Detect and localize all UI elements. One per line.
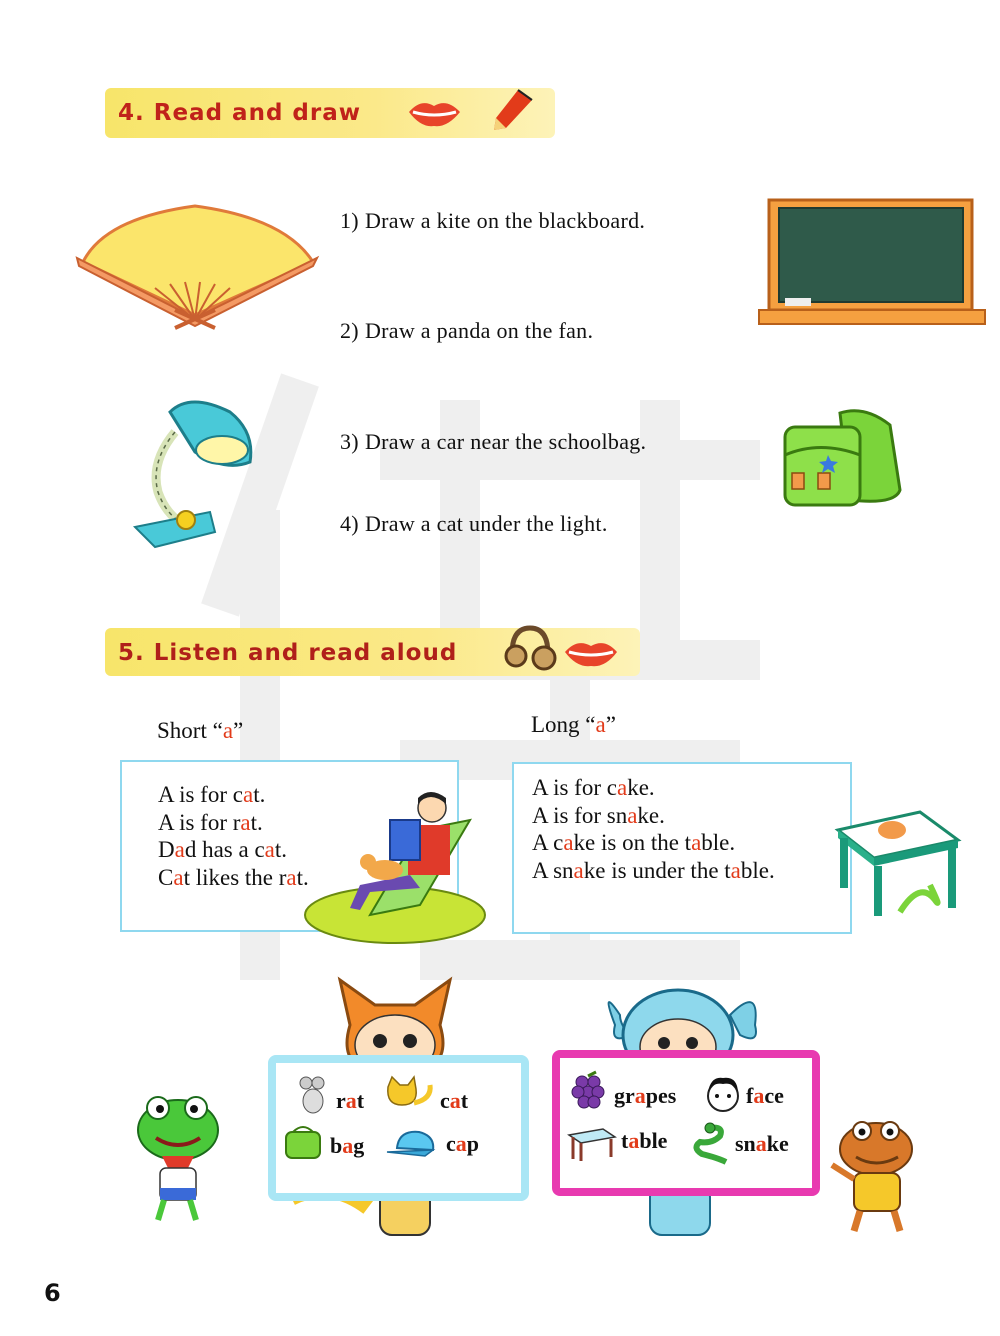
highlighted-letter: a xyxy=(345,1088,357,1113)
text-segment: A is for r xyxy=(158,809,241,835)
sentence-line xyxy=(158,781,309,809)
pencil-icon xyxy=(488,86,538,132)
blackboard-image xyxy=(757,198,987,328)
text-segment: ble xyxy=(639,1128,668,1153)
highlighted-letter: a xyxy=(616,775,628,800)
text-segment: ke is under the t xyxy=(583,857,731,883)
highlighted-letter: a xyxy=(730,857,741,883)
short-a-sentences xyxy=(158,781,309,891)
text-segment: ce xyxy=(764,1083,784,1108)
toad-image xyxy=(818,1115,938,1235)
highlighted-letter: a xyxy=(573,857,584,883)
text-segment: D xyxy=(158,837,175,862)
word-bag xyxy=(330,1133,364,1159)
word-cat xyxy=(440,1088,468,1114)
sentence-line xyxy=(158,836,309,864)
text-segment: sn xyxy=(735,1131,756,1156)
lips-icon xyxy=(563,636,619,670)
text-segment: ke. xyxy=(637,802,665,828)
section-4-title: 4. Read and draw xyxy=(118,100,361,126)
face-icon xyxy=(703,1074,743,1114)
highlighted-letter: a xyxy=(753,1083,765,1108)
word-text xyxy=(330,1133,364,1158)
word-text xyxy=(614,1083,676,1108)
word-text xyxy=(336,1088,364,1113)
text-segment: t xyxy=(621,1128,629,1153)
highlighted-letter: a xyxy=(563,830,574,855)
word-grapes xyxy=(614,1083,676,1109)
lips-icon xyxy=(407,96,462,130)
text-segment: t likes the r xyxy=(183,864,287,890)
highlighted-letter: a xyxy=(634,1083,646,1108)
highlighted-letter: a xyxy=(627,802,638,828)
long-a-box xyxy=(512,762,852,934)
bag-icon xyxy=(283,1126,325,1160)
word-snake xyxy=(735,1131,789,1157)
highlighted-letter: a xyxy=(455,1131,467,1156)
instruction-4: 4) Draw a cat under the light. xyxy=(340,511,608,536)
boy-reading-image xyxy=(300,790,490,945)
text-segment: f xyxy=(746,1083,754,1108)
long-a-sentences xyxy=(532,774,775,884)
snake-icon xyxy=(690,1122,732,1166)
instruction-1: 1) Draw a kite on the blackboard. xyxy=(340,208,646,233)
mouse-icon xyxy=(296,1075,330,1115)
cat-icon xyxy=(384,1075,436,1117)
text-segment: p xyxy=(466,1131,480,1156)
instruction-2: 2) Draw a panda on the fan. xyxy=(340,318,594,343)
sentence-line xyxy=(532,774,775,802)
text-segment: r xyxy=(336,1088,346,1113)
text-segment: d has a c xyxy=(184,837,265,862)
word-rat xyxy=(336,1088,364,1114)
long-a-heading: Long “a” xyxy=(531,712,616,737)
text-segment: A c xyxy=(532,830,564,855)
word-table xyxy=(621,1128,667,1154)
instruction-3: 3) Draw a car near the schoolbag. xyxy=(340,429,647,454)
highlighted-letter: a xyxy=(174,837,185,862)
sentence-line xyxy=(158,809,309,837)
text-segment: t xyxy=(356,1088,365,1113)
frog-image xyxy=(118,1090,238,1225)
text-segment: t. xyxy=(274,837,288,862)
sentence-line xyxy=(532,829,775,857)
sentence-line xyxy=(532,802,775,830)
text-segment: g xyxy=(353,1133,365,1158)
highlighted-letter: a xyxy=(755,1131,767,1156)
highlighted-letter: a xyxy=(691,830,702,855)
highlighted-letter: a xyxy=(449,1088,461,1113)
schoolbag-image xyxy=(780,405,905,510)
sentence-line xyxy=(158,864,309,892)
headphones-icon xyxy=(504,624,556,672)
word-text xyxy=(621,1128,667,1153)
text-segment: A sn xyxy=(532,857,574,883)
text-segment: ke. xyxy=(627,775,655,800)
highlighted-letter: a xyxy=(342,1133,354,1158)
table-icon xyxy=(565,1127,617,1163)
sentence-line xyxy=(532,857,775,885)
grapes-icon xyxy=(572,1072,608,1112)
text-segment: gr xyxy=(614,1083,635,1108)
text-segment: ble. xyxy=(701,830,736,855)
short-a-heading: Short “a” xyxy=(157,718,244,743)
fan-image xyxy=(75,200,320,330)
highlighted-letter: a xyxy=(286,864,297,890)
word-text xyxy=(440,1088,468,1113)
text-segment: t xyxy=(460,1088,469,1113)
text-segment: c xyxy=(440,1088,450,1113)
text-segment: b xyxy=(330,1133,343,1158)
text-segment: ke is on the t xyxy=(573,830,692,855)
section-5-title: 5. Listen and read aloud xyxy=(118,640,458,666)
text-segment: A is for sn xyxy=(532,802,628,828)
cap-icon xyxy=(385,1128,443,1160)
word-text xyxy=(446,1131,479,1156)
text-segment: A is for c xyxy=(532,775,617,800)
highlighted-letter: a xyxy=(242,782,254,807)
highlighted-letter: a xyxy=(264,837,275,862)
text-segment: C xyxy=(158,864,174,890)
text-segment: c xyxy=(446,1131,456,1156)
highlighted-letter: a xyxy=(628,1128,640,1153)
text-segment: t. xyxy=(250,809,263,835)
word-face xyxy=(746,1083,784,1109)
highlighted-letter: a xyxy=(173,864,184,890)
text-segment: pes xyxy=(645,1083,677,1108)
text-segment: t. xyxy=(253,782,266,807)
text-segment: ble. xyxy=(740,857,775,883)
word-cap xyxy=(446,1131,479,1157)
table-with-snake-image xyxy=(830,810,960,920)
highlighted-letter: a xyxy=(240,809,251,835)
page-number: 6 xyxy=(44,1279,61,1307)
text-segment: t. xyxy=(296,864,309,890)
word-text xyxy=(735,1131,789,1156)
text-segment: ke xyxy=(766,1131,789,1156)
word-text xyxy=(746,1083,784,1108)
text-segment: A is for c xyxy=(158,782,243,807)
